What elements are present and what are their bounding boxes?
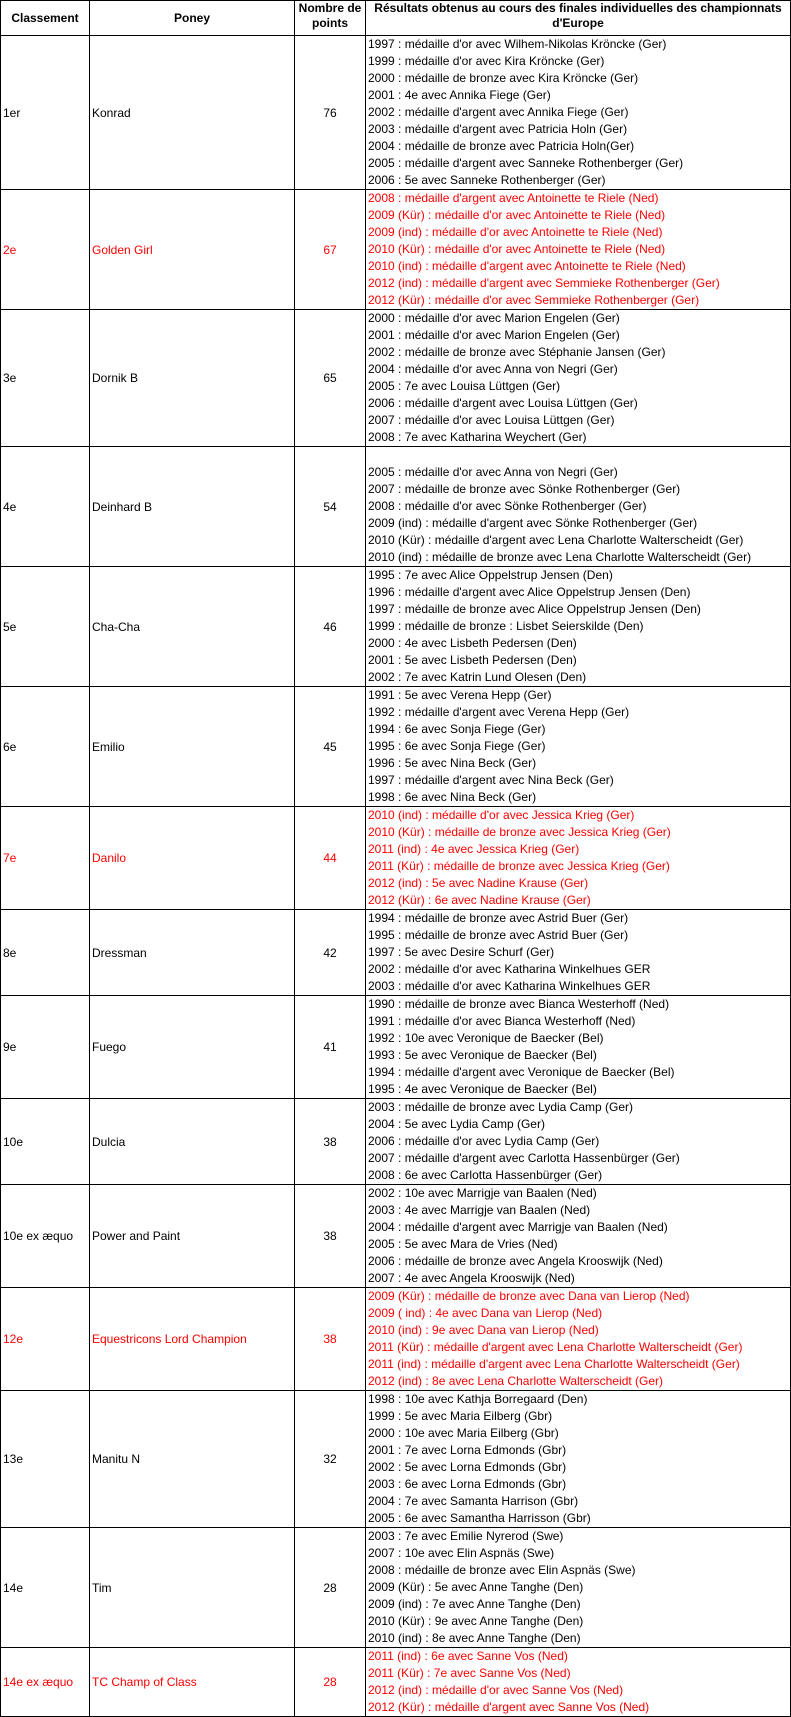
result-line: 2009 (ind) : 7e avec Anne Tanghe (Den) (368, 1597, 581, 1611)
table-row (1, 996, 791, 1099)
result-line: 2010 (ind) : médaille de bronze avec Lena Charlotte Walterscheidt (Ger) (368, 550, 752, 564)
points-cell: 28 (295, 1528, 366, 1648)
result-line: 1996 : 5e avec Nina Beck (Ger) (368, 756, 537, 770)
rank-cell: 13e (1, 1391, 90, 1528)
result-line: 2003 : médaille de bronze avec Lydia Camp (Ger) (368, 1100, 634, 1114)
table-row (1, 1185, 791, 1288)
pony-name-cell: Konrad (90, 36, 295, 190)
results-cell (366, 567, 791, 687)
table-row (1, 1648, 791, 1717)
result-line: 1992 : 10e avec Veronique de Baecker (Bel) (368, 1031, 604, 1045)
result-line: 2004 : médaille de bronze avec Patricia Holn(Ger) (368, 139, 635, 153)
result-line: 2004 : 5e avec Lydia Camp (Ger) (368, 1117, 545, 1131)
result-line: 2008 : médaille de bronze avec Elin Aspnäs (Swe) (368, 1563, 636, 1577)
result-line: 2002 : médaille d'argent avec Annika Fiege (Ger) (368, 105, 629, 119)
table-row (1, 807, 791, 910)
result-line: 2005 : médaille d'argent avec Sanneke Rothenberger (Ger) (368, 156, 684, 170)
result-line: 2004 : médaille d'or avec Anna von Negri (Ger) (368, 362, 618, 376)
points-cell: 28 (295, 1648, 366, 1717)
result-line: 2005 : 5e avec Mara de Vries (Ned) (368, 1237, 558, 1251)
result-line: 1991 : 5e avec Verena Hepp (Ger) (368, 688, 552, 702)
result-line: 2012 (ind) : médaille d'or avec Sanne Vos (Ned) (368, 1683, 624, 1697)
result-line: 1991 : médaille d'or avec Bianca Westerhoff (Ned) (368, 1014, 636, 1028)
result-line: 2001 : médaille d'or avec Marion Engelen (Ger) (368, 328, 620, 342)
result-line: 1999 : médaille de bronze : Lisbet Seierskilde (Den) (368, 619, 644, 633)
results-cell (366, 447, 791, 567)
result-line: 2003 : 4e avec Marrigje van Baalen (Ned) (368, 1203, 591, 1217)
result-line: 2011 (ind) : 4e avec Jessica Krieg (Ger) (368, 842, 580, 856)
result-line: 2012 (ind) : 8e avec Lena Charlotte Walterscheidt (Ger) (368, 1374, 664, 1388)
results-cell (366, 190, 791, 310)
result-line: 1994 : médaille d'argent avec Veronique de Baecker (Bel) (368, 1065, 675, 1079)
result-line: 2007 : médaille de bronze avec Sönke Rothenberger (Ger) (368, 482, 681, 496)
results-cell (366, 1288, 791, 1391)
table-row (1, 1391, 791, 1528)
result-line: 1993 : 5e avec Veronique de Baecker (Bel) (368, 1048, 597, 1062)
result-line: 2002 : 10e avec Marrigje van Baalen (Ned) (368, 1186, 597, 1200)
rank-cell: 1er (1, 36, 90, 190)
result-line: 1990 : médaille de bronze avec Bianca Westerhoff (Ned) (368, 997, 670, 1011)
table-row (1, 190, 791, 310)
result-line: 2003 : médaille d'or avec Katharina Winkelhues GER (368, 979, 651, 993)
results-cell (366, 1648, 791, 1717)
result-line: 2011 (ind) : médaille d'argent avec Lena Charlotte Walterscheidt (Ger) (368, 1357, 740, 1371)
result-line: 2007 : médaille d'or avec Louisa Lüttgen (Ger) (368, 413, 615, 427)
results-cell (366, 807, 791, 910)
header-points: Nombre de points (295, 1, 366, 36)
result-line: 2009 (ind) : médaille d'argent avec Sönke Rothenberger (Ger) (368, 516, 698, 530)
table-row (1, 1528, 791, 1648)
result-line: 2003 : 7e avec Emilie Nyrerod (Swe) (368, 1529, 564, 1543)
result-line: 2011 (ind) : 6e avec Sanne Vos (Ned) (368, 1649, 568, 1663)
points-cell: 46 (295, 567, 366, 687)
result-line: 2008 : médaille d'argent avec Antoinette te Riele (Ned) (368, 191, 659, 205)
result-line: 2005 : 7e avec Louisa Lüttgen (Ger) (368, 379, 561, 393)
result-line: 2009 (Kür) : 5e avec Anne Tanghe (Den) (368, 1580, 584, 1594)
pony-name-cell: Power and Paint (90, 1185, 295, 1288)
result-line: 1995 : 7e avec Alice Oppelstrup Jensen (Den) (368, 568, 613, 582)
pony-name-cell: Dulcia (90, 1099, 295, 1185)
pony-name-cell: Fuego (90, 996, 295, 1099)
result-line (368, 447, 788, 464)
table-row (1, 447, 791, 567)
result-line: 1998 : 6e avec Nina Beck (Ger) (368, 790, 537, 804)
table-row (1, 310, 791, 447)
pony-name-cell: Dressman (90, 910, 295, 996)
rank-cell: 6e (1, 687, 90, 807)
rank-cell: 14e (1, 1528, 90, 1648)
result-line: 1997 : médaille de bronze avec Alice Oppelstrup Jensen (Den) (368, 602, 701, 616)
pony-name-cell: TC Champ of Class (90, 1648, 295, 1717)
result-line: 2008 : médaille d'or avec Sönke Rothenberger (Ger) (368, 499, 647, 513)
result-line: 2011 (Kür) : médaille d'argent avec Lena Charlotte Walterscheidt (Ger) (368, 1340, 743, 1354)
points-cell: 45 (295, 687, 366, 807)
table-row (1, 1099, 791, 1185)
result-line: 2001 : 7e avec Lorna Edmonds (Gbr) (368, 1443, 567, 1457)
result-line: 2005 : médaille d'or avec Anna von Negri (Ger) (368, 465, 618, 479)
result-line: 2006 : 5e avec Sanneke Rothenberger (Ger) (368, 173, 606, 187)
result-line: 2003 : médaille d'argent avec Patricia Holn (Ger) (368, 122, 628, 136)
result-line: 2000 : médaille d'or avec Marion Engelen (Ger) (368, 311, 620, 325)
result-line: 2005 : 6e avec Samantha Harrisson (Gbr) (368, 1511, 591, 1525)
result-line: 1994 : médaille de bronze avec Astrid Buer (Ger) (368, 911, 629, 925)
result-line: 2008 : 7e avec Katharina Weychert (Ger) (368, 430, 587, 444)
rank-cell: 8e (1, 910, 90, 996)
rank-cell: 4e (1, 447, 90, 567)
table-row (1, 687, 791, 807)
result-line: 2000 : 10e avec Maria Eilberg (Gbr) (368, 1426, 559, 1440)
table-row (1, 36, 791, 190)
pony-name-cell: Manitu N (90, 1391, 295, 1528)
rank-cell: 5e (1, 567, 90, 687)
result-line: 1995 : médaille de bronze avec Astrid Buer (Ger) (368, 928, 629, 942)
rank-cell: 10e ex æquo (1, 1185, 90, 1288)
points-cell: 32 (295, 1391, 366, 1528)
points-cell: 44 (295, 807, 366, 910)
points-cell: 76 (295, 36, 366, 190)
rank-cell: 9e (1, 996, 90, 1099)
table-row (1, 910, 791, 996)
result-line: 2012 (Kür) : médaille d'argent avec Sanne Vos (Ned) (368, 1700, 650, 1714)
result-line: 1997 : 5e avec Desire Schurf (Ger) (368, 945, 555, 959)
result-line: 2003 : 6e avec Lorna Edmonds (Gbr) (368, 1477, 567, 1491)
result-line: 2007 : 4e avec Angela Krooswijk (Ned) (368, 1271, 575, 1285)
header-pony: Poney (90, 1, 295, 36)
result-line: 2001 : 5e avec Lisbeth Pedersen (Den) (368, 653, 577, 667)
result-line: 2002 : 7e avec Katrin Lund Olesen (Den) (368, 670, 587, 684)
table-row (1, 1288, 791, 1391)
points-cell: 38 (295, 1288, 366, 1391)
pony-name-cell: Tim (90, 1528, 295, 1648)
result-line: 1996 : médaille d'argent avec Alice Oppelstrup Jensen (Den) (368, 585, 691, 599)
pony-name-cell: Danilo (90, 807, 295, 910)
result-line: 2004 : médaille d'argent avec Marrigje van Baalen (Ned) (368, 1220, 668, 1234)
result-line: 1995 : 6e avec Sonja Fiege (Ger) (368, 739, 546, 753)
result-line: 1998 : 10e avec Kathja Borregaard (Den) (368, 1392, 588, 1406)
result-line: 2010 (ind) : 9e avec Dana van Lierop (Ned) (368, 1323, 599, 1337)
result-line: 2010 (Kür) : médaille d'or avec Antoinette te Riele (Ned) (368, 242, 666, 256)
result-line: 1999 : 5e avec Maria Eilberg (Gbr) (368, 1409, 553, 1423)
rank-cell: 12e (1, 1288, 90, 1391)
result-line: 1992 : médaille d'argent avec Verena Hepp (Ger) (368, 705, 630, 719)
result-line: 2010 (Kür) : 9e avec Anne Tanghe (Den) (368, 1614, 584, 1628)
result-line: 2010 (ind) : médaille d'or avec Jessica Krieg (Ger) (368, 808, 635, 822)
result-line: 2000 : médaille de bronze avec Kira Kröncke (Ger) (368, 71, 639, 85)
rank-cell: 3e (1, 310, 90, 447)
points-cell: 38 (295, 1185, 366, 1288)
result-line: 2002 : médaille d'or avec Katharina Winkelhues GER (368, 962, 651, 976)
result-line: 2001 : 4e avec Annika Fiege (Ger) (368, 88, 551, 102)
result-line: 1994 : 6e avec Sonja Fiege (Ger) (368, 722, 546, 736)
pony-name-cell: Golden Girl (90, 190, 295, 310)
result-line: 2009 (Kür) : médaille de bronze avec Dana van Lierop (Ned) (368, 1289, 690, 1303)
result-line: 2012 (Kür) : médaille d'or avec Semmieke Rothenberger (Ger) (368, 293, 700, 307)
result-line: 2009 (ind) : médaille d'or avec Antoinette te Riele (Ned) (368, 225, 663, 239)
points-cell: 54 (295, 447, 366, 567)
result-line: 1995 : 4e avec Veronique de Baecker (Bel) (368, 1082, 597, 1096)
header-row (1, 1, 791, 36)
result-line: 2010 (ind) : 8e avec Anne Tanghe (Den) (368, 1631, 581, 1645)
results-cell (366, 1099, 791, 1185)
result-line: 2006 : médaille de bronze avec Angela Krooswijk (Ned) (368, 1254, 663, 1268)
header-rank: Classement (1, 1, 90, 36)
points-cell: 67 (295, 190, 366, 310)
result-line: 2012 (Kür) : 6e avec Nadine Krause (Ger) (368, 893, 591, 907)
points-cell: 65 (295, 310, 366, 447)
result-line: 1997 : médaille d'or avec Wilhem-Nikolas Kröncke (Ger) (368, 37, 667, 51)
result-line: 2002 : 5e avec Lorna Edmonds (Gbr) (368, 1460, 567, 1474)
results-cell (366, 1528, 791, 1648)
result-line: 2006 : médaille d'or avec Lydia Camp (Ger) (368, 1134, 600, 1148)
result-line: 2007 : médaille d'argent avec Carlotta Hassenbürger (Ger) (368, 1151, 680, 1165)
pony-name-cell: Deinhard B (90, 447, 295, 567)
points-cell: 41 (295, 996, 366, 1099)
results-cell (366, 36, 791, 190)
rank-cell: 14e ex æquo (1, 1648, 90, 1717)
results-cell (366, 687, 791, 807)
result-line: 2011 (Kür) : 7e avec Sanne Vos (Ned) (368, 1666, 571, 1680)
result-line: 2010 (Kür) : médaille d'argent avec Lena Charlotte Walterscheidt (Ger) (368, 533, 744, 547)
table-body (1, 36, 791, 1717)
result-line: 2006 : médaille d'argent avec Louisa Lüttgen (Ger) (368, 396, 638, 410)
pony-name-cell: Cha-Cha (90, 567, 295, 687)
result-line: 2008 : 6e avec Carlotta Hassenbürger (Ger) (368, 1168, 603, 1182)
header-results: Résultats obtenus au cours des finales individuelles des championnats d'Europe (366, 1, 791, 36)
results-cell (366, 310, 791, 447)
result-line: 2002 : médaille de bronze avec Stéphanie Jansen (Ger) (368, 345, 666, 359)
rank-cell: 7e (1, 807, 90, 910)
result-line: 2004 : 7e avec Samanta Harrison (Gbr) (368, 1494, 579, 1508)
result-line: 2009 (Kür) : médaille d'or avec Antoinette te Riele (Ned) (368, 208, 666, 222)
result-line: 2009 ( ind) : 4e avec Dana van Lierop (Ned) (368, 1306, 603, 1320)
result-line: 2012 (ind) : 5e avec Nadine Krause (Ger) (368, 876, 589, 890)
result-line: 1997 : médaille d'argent avec Nina Beck (Ger) (368, 773, 614, 787)
points-cell: 42 (295, 910, 366, 996)
pony-name-cell: Dornik B (90, 310, 295, 447)
pony-name-cell: Emilio (90, 687, 295, 807)
result-line: 2010 (ind) : médaille d'argent avec Antoinette te Riele (Ned) (368, 259, 686, 273)
table-row (1, 567, 791, 687)
result-line: 2000 : 4e avec Lisbeth Pedersen (Den) (368, 636, 577, 650)
results-cell (366, 910, 791, 996)
pony-name-cell: Equestricons Lord Champion (90, 1288, 295, 1391)
result-line: 2011 (Kür) : médaille de bronze avec Jessica Krieg (Ger) (368, 859, 670, 873)
result-line: 2007 : 10e avec Elin Aspnäs (Swe) (368, 1546, 555, 1560)
result-line: 2012 (ind) : médaille d'argent avec Semmieke Rothenberger (Ger) (368, 276, 720, 290)
points-cell: 38 (295, 1099, 366, 1185)
result-line: 1999 : médaille d'or avec Kira Kröncke (Ger) (368, 54, 605, 68)
rank-cell: 2e (1, 190, 90, 310)
rank-cell: 10e (1, 1099, 90, 1185)
results-cell (366, 1391, 791, 1528)
result-line: 2010 (Kür) : médaille de bronze avec Jessica Krieg (Ger) (368, 825, 671, 839)
results-cell (366, 996, 791, 1099)
results-cell (366, 1185, 791, 1288)
